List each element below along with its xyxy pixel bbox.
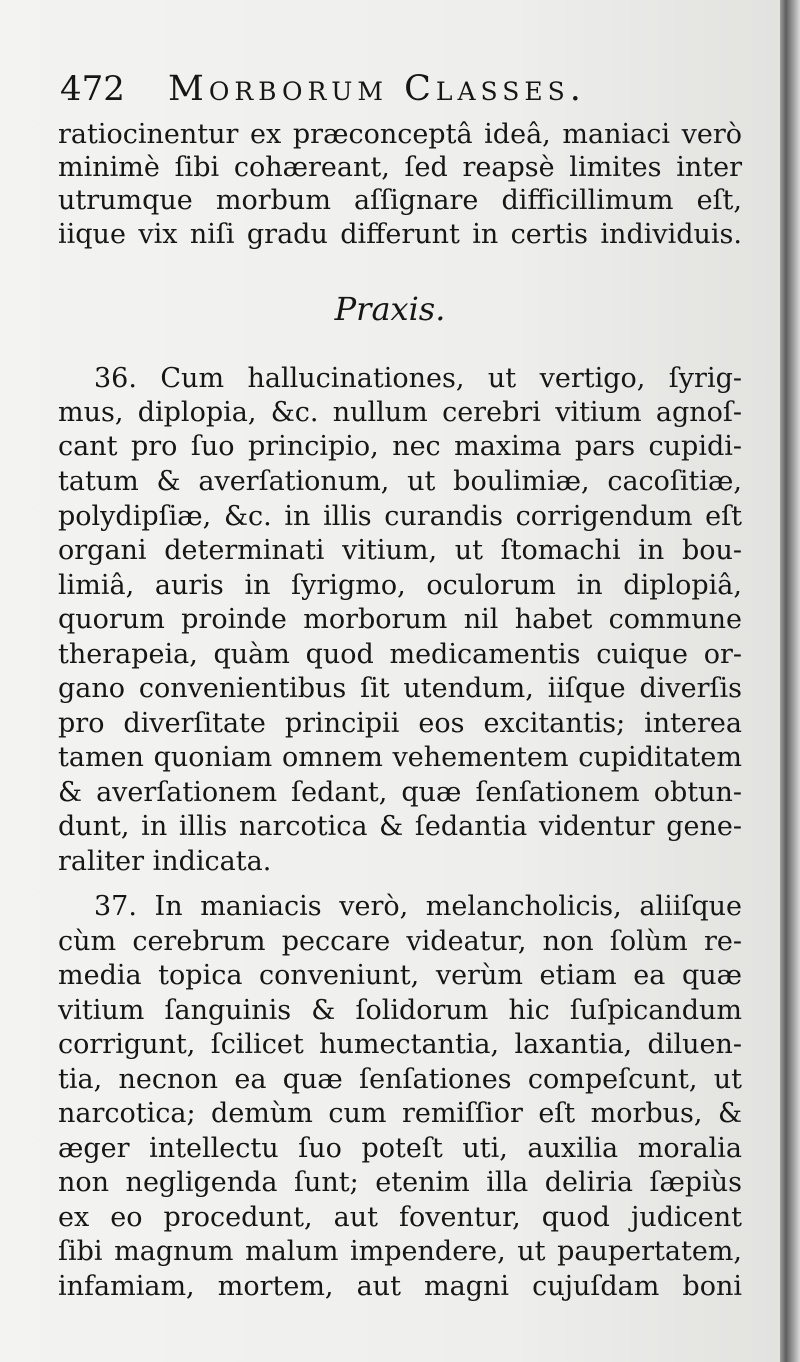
paragraph-37-line: ſibi magnum malum impendere, ut paupertatem, <box>58 1236 742 1267</box>
paragraph-36-line: limiâ, auris in ſyrigmo, oculorum in diplopiâ, <box>58 570 742 601</box>
text-line: utrumque morbum aſſignare difficillimum eſt, <box>58 185 742 216</box>
paragraph-37-line: non negligenda ſunt; etenim illa deliria ſæpiùs <box>58 1167 742 1198</box>
running-head <box>60 66 760 112</box>
section-title: Praxis. <box>334 290 446 328</box>
paragraph-36-line: mus, diplopia, &c. nullum cerebri vitium agnoſ- <box>58 397 742 428</box>
paragraph-37-line: vitium ſanguinis & ſolidorum hic ſuſpicandum <box>58 995 742 1026</box>
paragraph-36-line: tatum & averſationum, ut boulimiæ, cacoſitiæ, <box>58 466 742 497</box>
paragraph-36-line: 36. Cum hallucinationes, ut vertigo, ſyrig- <box>94 363 742 394</box>
text-line: ratiocinentur ex præconceptâ ideâ, maniaci verò <box>58 119 742 150</box>
text-line: iique vix niſi gradu differunt in certis individuis. <box>58 219 742 250</box>
paragraph-36-line: cant pro ſuo principio, nec maxima pars cupidi- <box>58 431 742 462</box>
paragraph-37-line: tia, necnon ea quæ ſenſationes compeſcunt, ut <box>58 1064 742 1095</box>
paragraph-36-line: raliter indicata. <box>58 846 272 877</box>
paragraph-36-line: pro diverſitate principii eos excitantis; interea <box>58 708 742 739</box>
paragraph-37-line: 37. In maniacis verò, melancholicis, aliiſque <box>94 891 742 922</box>
paragraph-37-line: infamiam, mortem, aut magni cujuſdam boni <box>58 1271 742 1302</box>
paragraph-37-line: æger intellectu ſuo poteſt uti, auxilia moralia <box>58 1133 742 1164</box>
paragraph-36-line: organi determinati vitium, ut ſtomachi in bou- <box>58 535 742 566</box>
paragraph-37-line: cùm cerebrum peccare videatur, non ſolùm re- <box>58 926 742 957</box>
paragraph-36-line: therapeia, quàm quod medicamentis cuique or- <box>58 639 742 670</box>
paragraph-36-line: & averſationem ſedant, quæ ſenſationem obtun- <box>58 777 742 808</box>
page-number: 472 <box>60 69 125 109</box>
paragraph-37-line: ex eo procedunt, aut foventur, quod judicent <box>58 1202 742 1233</box>
running-title: Morborum Classes. <box>168 69 586 109</box>
paragraph-36-line: tamen quoniam omnem vehementem cupiditatem <box>58 742 742 773</box>
paragraph-36-line: gano convenientibus ſit utendum, iiſque diverſis <box>58 673 742 704</box>
paragraph-37-line: media topica conveniunt, verùm etiam ea quæ <box>58 960 742 991</box>
page-edge-shadow <box>780 0 800 1362</box>
paragraph-36-line: polydipſiæ, &c. in illis curandis corrigendum eſt <box>58 501 742 532</box>
paragraph-36-line: dunt, in illis narcotica & ſedantia videntur gene- <box>58 811 742 842</box>
paragraph-37-line: corrigunt, ſcilicet humectantia, laxantia, diluen- <box>58 1029 742 1060</box>
paragraph-37-line: narcotica; demùm cum remiſſior eſt morbus, & <box>58 1098 742 1129</box>
text-line: minimè ſibi cohæreant, ſed reapsè limites inter <box>58 152 742 183</box>
paragraph-36-line: quorum proinde morborum nil habet commune <box>58 604 742 635</box>
